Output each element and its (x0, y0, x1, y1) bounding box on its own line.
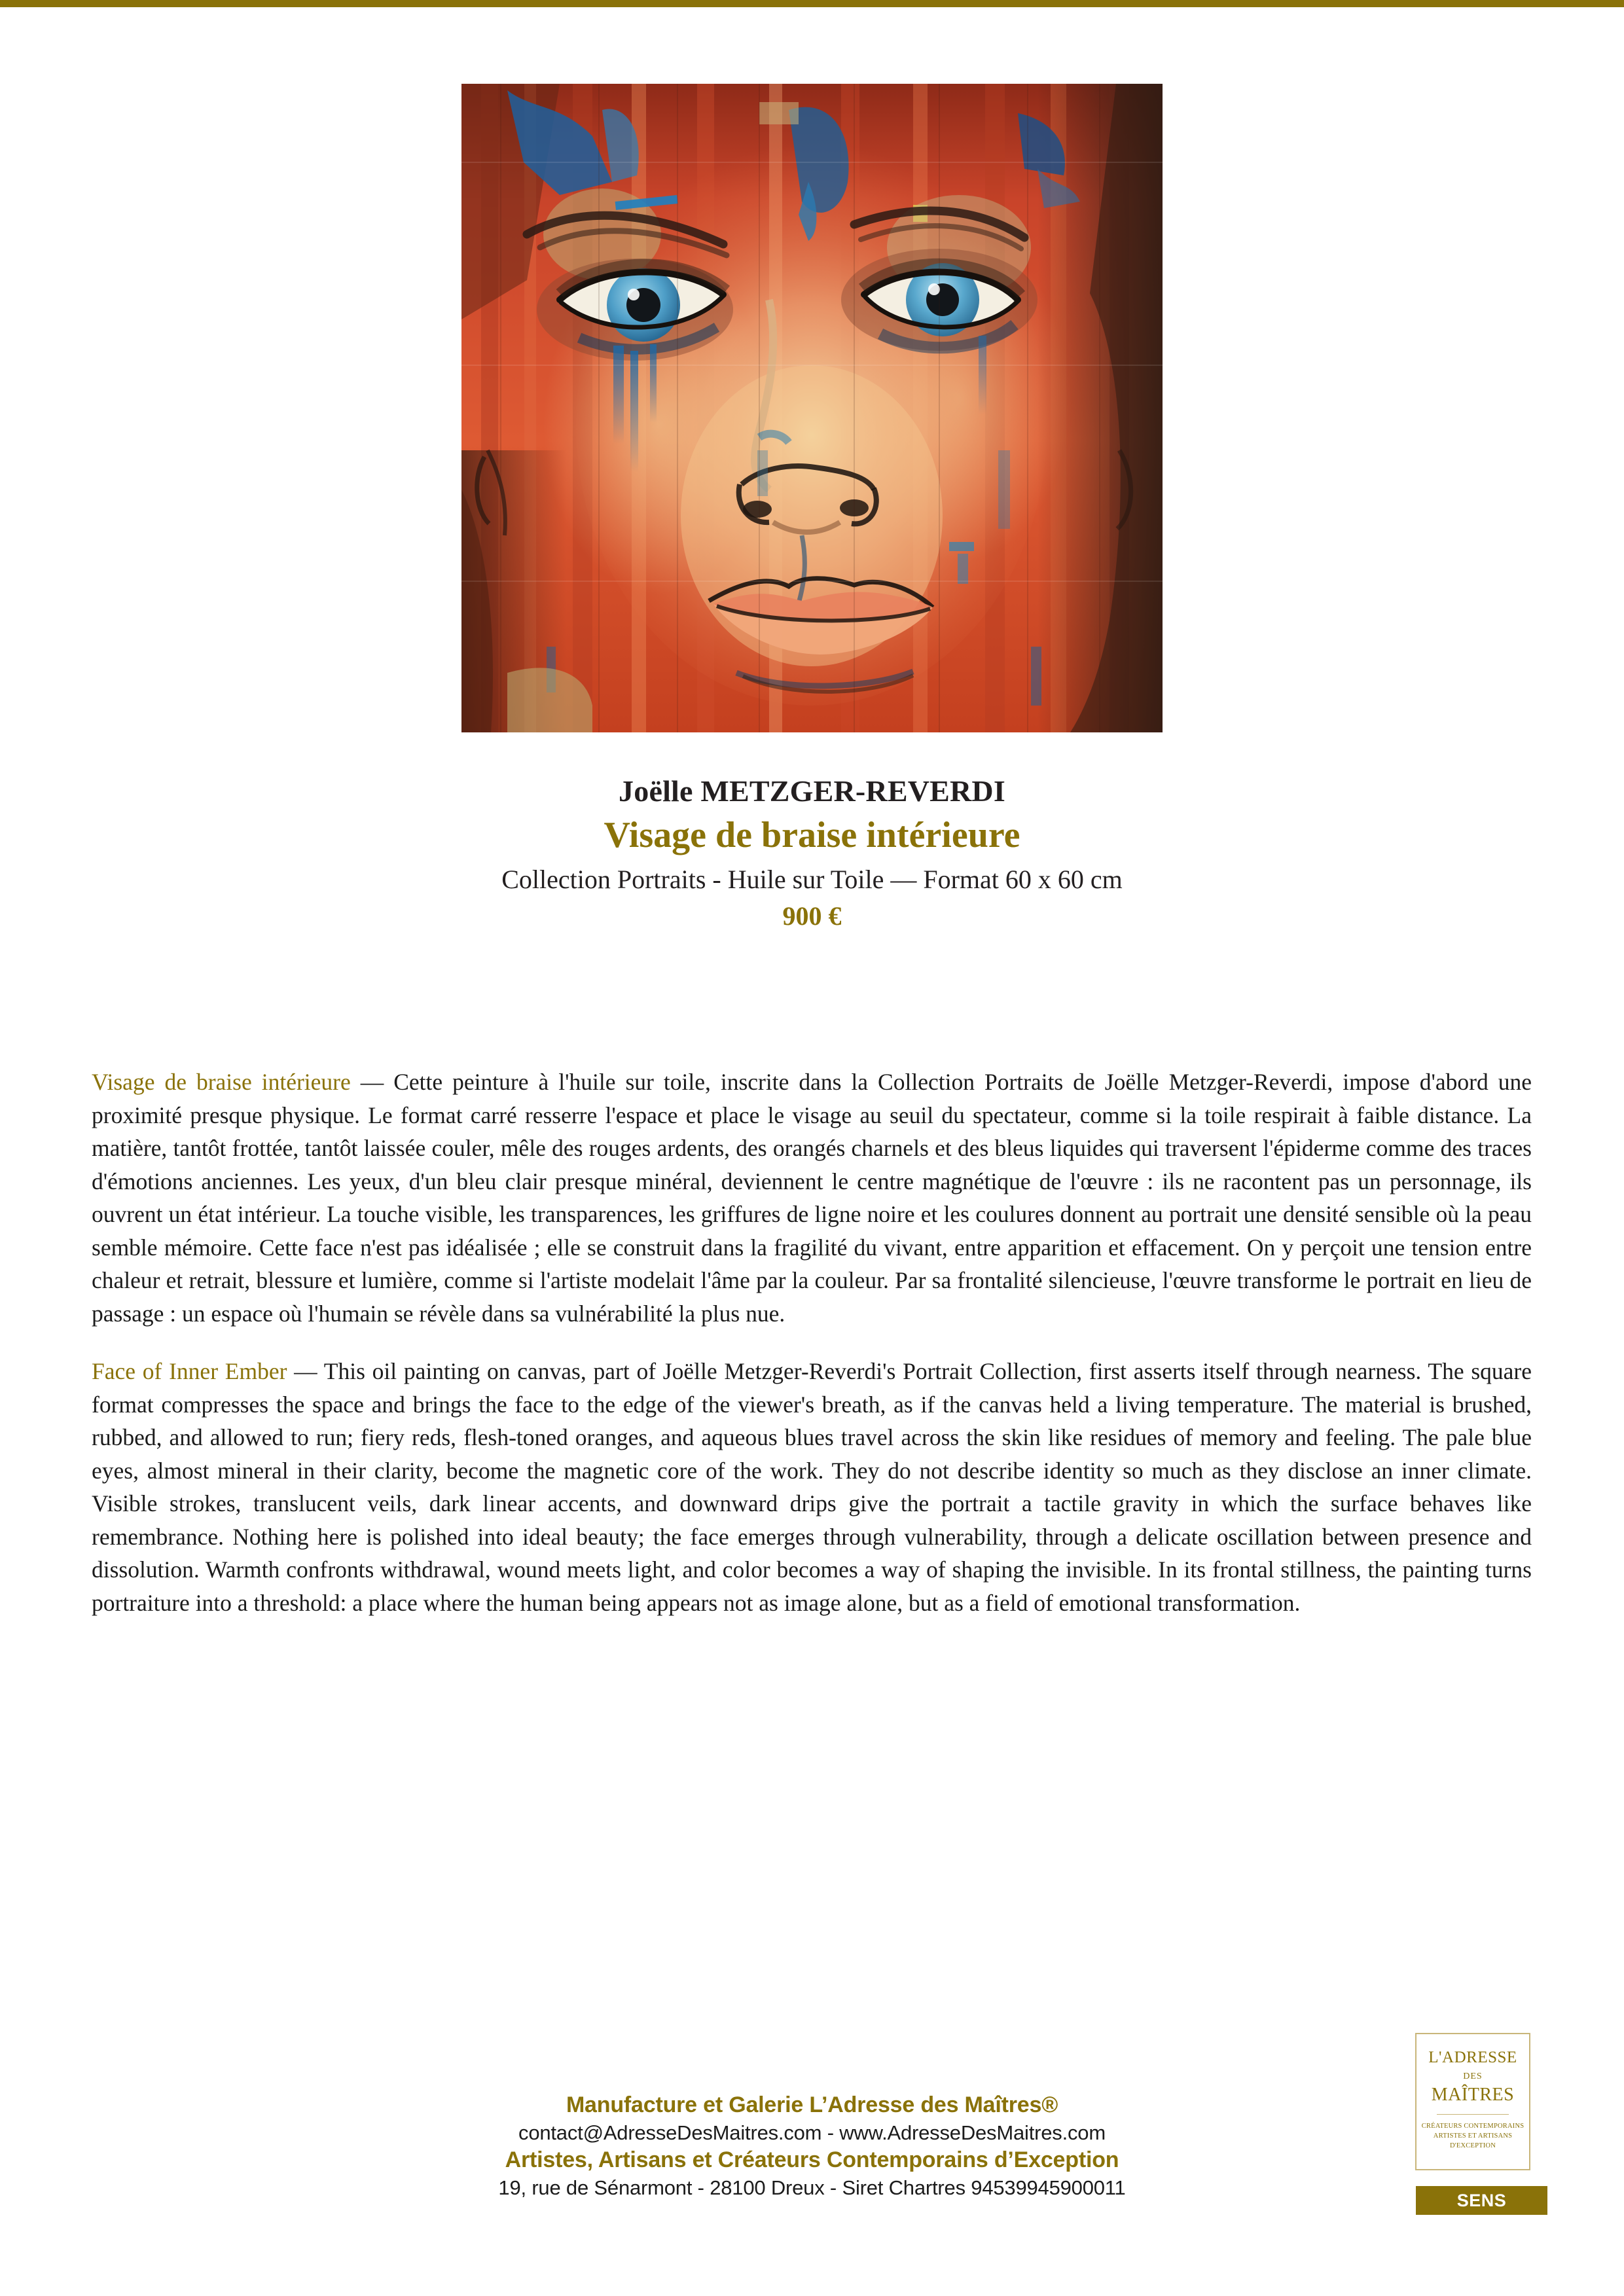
logo-line-maitres: MAÎTRES (1431, 2085, 1515, 2105)
brand-logo (1415, 2033, 1530, 2170)
artwork-price: 900 € (782, 901, 842, 931)
page-title: Visage de braise intérieure (604, 815, 1020, 856)
paragraph-english-body: — This oil painting on canvas, part of Joëlle Metzger-Reverdi's Portrait Collection, first asserts itself through nearness. The square format compresses the space and brings the face to the edge of the viewer's breath, as if the canvas held a living temperature. The material is brushed, rubbed, and allowed to run; fiery reds, flesh-toned oranges, and aqueous blues travel across the skin like residues of memory and feeling. The pale blue eyes, almost mineral in their clarity, become the magnetic core of the work. They do not describe identity so much as they disclose an inner climate. Visible strokes, translucent veils, dark linear accents, and downward drips give the portrait a tactile gravity in which the surface behaves like remembrance. Nothing here is polished into ideal beauty; the face emerges through vulnerability, through a delicate oscillation between presence and dissolution. Warmth confronts withdrawal, wound meets light, and color becomes a way of shaping the invisible. In its frontal stillness, the painting turns portraiture into a threshold: a place where the human being appears not as image alone, but as a field of emotional transformation. (92, 1358, 1532, 1616)
paragraph-french-lead: Visage de braise intérieure (92, 1069, 351, 1095)
artwork-meta: Collection Portraits - Huile sur Toile — Format 60 x 60 cm (501, 865, 1123, 895)
footer-tagline: Artistes, Artisans et Créateurs Contemporains d’Exception (505, 2147, 1119, 2173)
top-accent-bar (0, 0, 1624, 7)
paragraph-french-body: — Cette peinture à l'huile sur toile, inscrite dans la Collection Portraits de Joëlle Metzger-Reverdi, impose d'abord une proximité presque physique. Le format carré resserre l'espace et place le visage au seuil du spectateur, comme si la toile respirait à faible distance. La matière, tantôt frottée, tantôt laissée couler, mêle des rouges ardents, des orangés charnels et des bleus liquides qui traversent l'épiderme comme des traces d'émotions anciennes. Les yeux, d'un bleu clair presque minéral, deviennent le centre magnétique de l'œuvre : ils ne racontent pas un personnage, ils ouvrent un état intérieur. La touche visible, les transparences, les griffures de ligne noire et les coulures donnent au portrait une densité sensible où la peau semble mémoire. Cette face n'est pas idéalisée ; elle se construit dans la fragilité du vivant, entre apparition et effacement. On y perçoit une tension entre chaleur et retrait, blessure et lumière, comme si l'artiste modelait l'âme par la couleur. Par sa frontalité silencieuse, l'œuvre transforme le portrait en lieu de passage : un espace où l'humain se révèle dans sa vulnérabilité la plus nue. (92, 1069, 1532, 1327)
title-block (0, 776, 1624, 931)
logo-divider (1437, 2114, 1509, 2115)
footer-contact[interactable]: contact@AdresseDesMaitres.com - www.AdresseDesMaitres.com (518, 2121, 1106, 2144)
artwork-svg (461, 84, 1163, 732)
footer-address: 19, rue de Sénarmont - 28100 Dreux - Siret Chartres 94539945900011 (498, 2176, 1126, 2200)
paragraph-english-lead: Face of Inner Ember (92, 1358, 287, 1384)
logo-subline-2: ARTISTES ET ARTISANS (1433, 2132, 1513, 2140)
logo-subline-1: CRÉATEURS CONTEMPORAINS (1421, 2123, 1525, 2130)
logo-subline-3: D'EXCEPTION (1449, 2142, 1496, 2150)
paragraph-french (92, 1066, 1532, 1330)
artist-name: Joëlle METZGER-REVERDI (619, 774, 1005, 808)
footer (0, 2091, 1624, 2201)
sens-badge: SENS (1416, 2186, 1547, 2215)
footer-company-name: Manufacture et Galerie L’Adresse des Maîtres® (566, 2092, 1058, 2117)
description-section (92, 1066, 1532, 1644)
logo-line-des: DES (1463, 2072, 1483, 2081)
paragraph-english (92, 1355, 1532, 1619)
artwork-image (461, 84, 1163, 732)
logo-line-adresse: L'ADRESSE (1428, 2049, 1517, 2066)
